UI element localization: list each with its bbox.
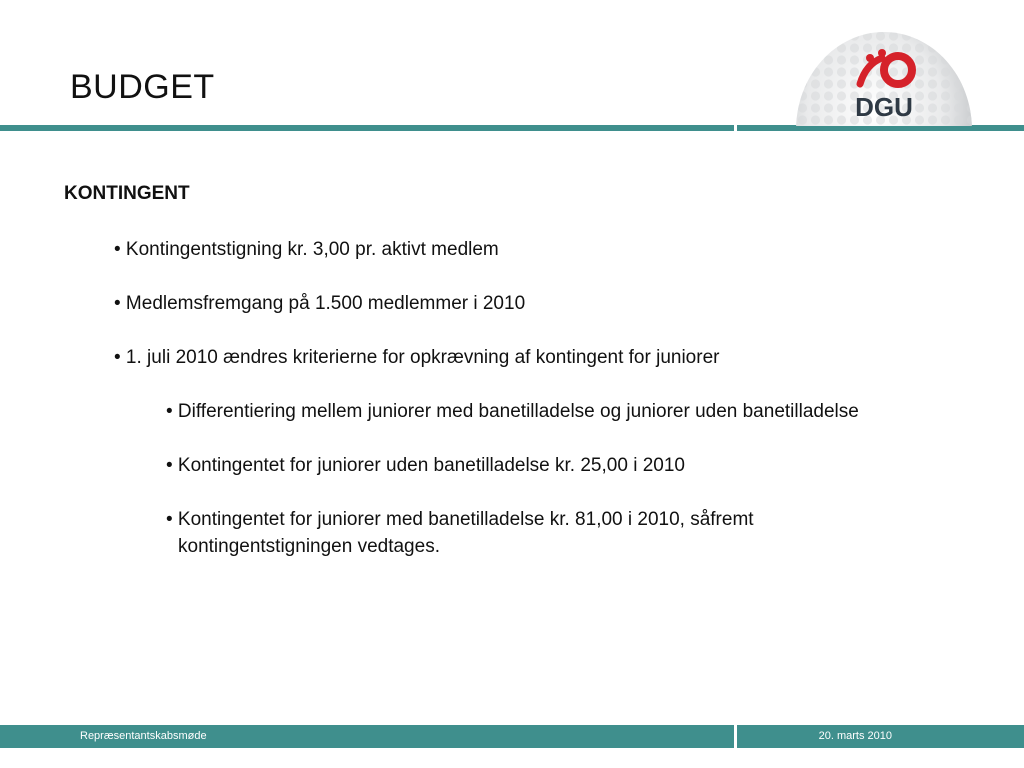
sub-bullet-item: • Kontingentet for juniorer uden banetilladelse kr. 25,00 i 2010 [166, 455, 685, 476]
bullet-item: • Medlemsfremgang på 1.500 medlemmer i 2010 [114, 293, 526, 314]
sub-bullet-item: • Differentiering mellem juniorer med banetilladelse og juniorer uden banetilladelse [166, 401, 859, 422]
bullet-item: • Kontingentstigning kr. 3,00 pr. aktivt medlem [114, 239, 499, 260]
footer-bar-left [0, 725, 734, 748]
title-divider-left [0, 125, 734, 131]
footer-event-label: Repræsentantskabsmøde [80, 730, 207, 742]
footer-date: 20. marts 2010 [818, 730, 892, 742]
slide-content [64, 183, 964, 587]
logo-text: DGU [855, 92, 913, 122]
sub-bullet-item: • Kontingentet for juniorer med banetilladelse kr. 81,00 i 2010, såfremt kontingentstigningen vedtages. [166, 509, 754, 557]
section-heading: KONTINGENT [64, 183, 190, 204]
slide-title: BUDGET [70, 68, 215, 106]
dgu-golf-ball-logo [796, 18, 972, 126]
bullet-item: • 1. juli 2010 ændres kriterierne for opkrævning af kontingent for juniorer [114, 347, 720, 368]
footer-bar-right [737, 725, 1024, 748]
